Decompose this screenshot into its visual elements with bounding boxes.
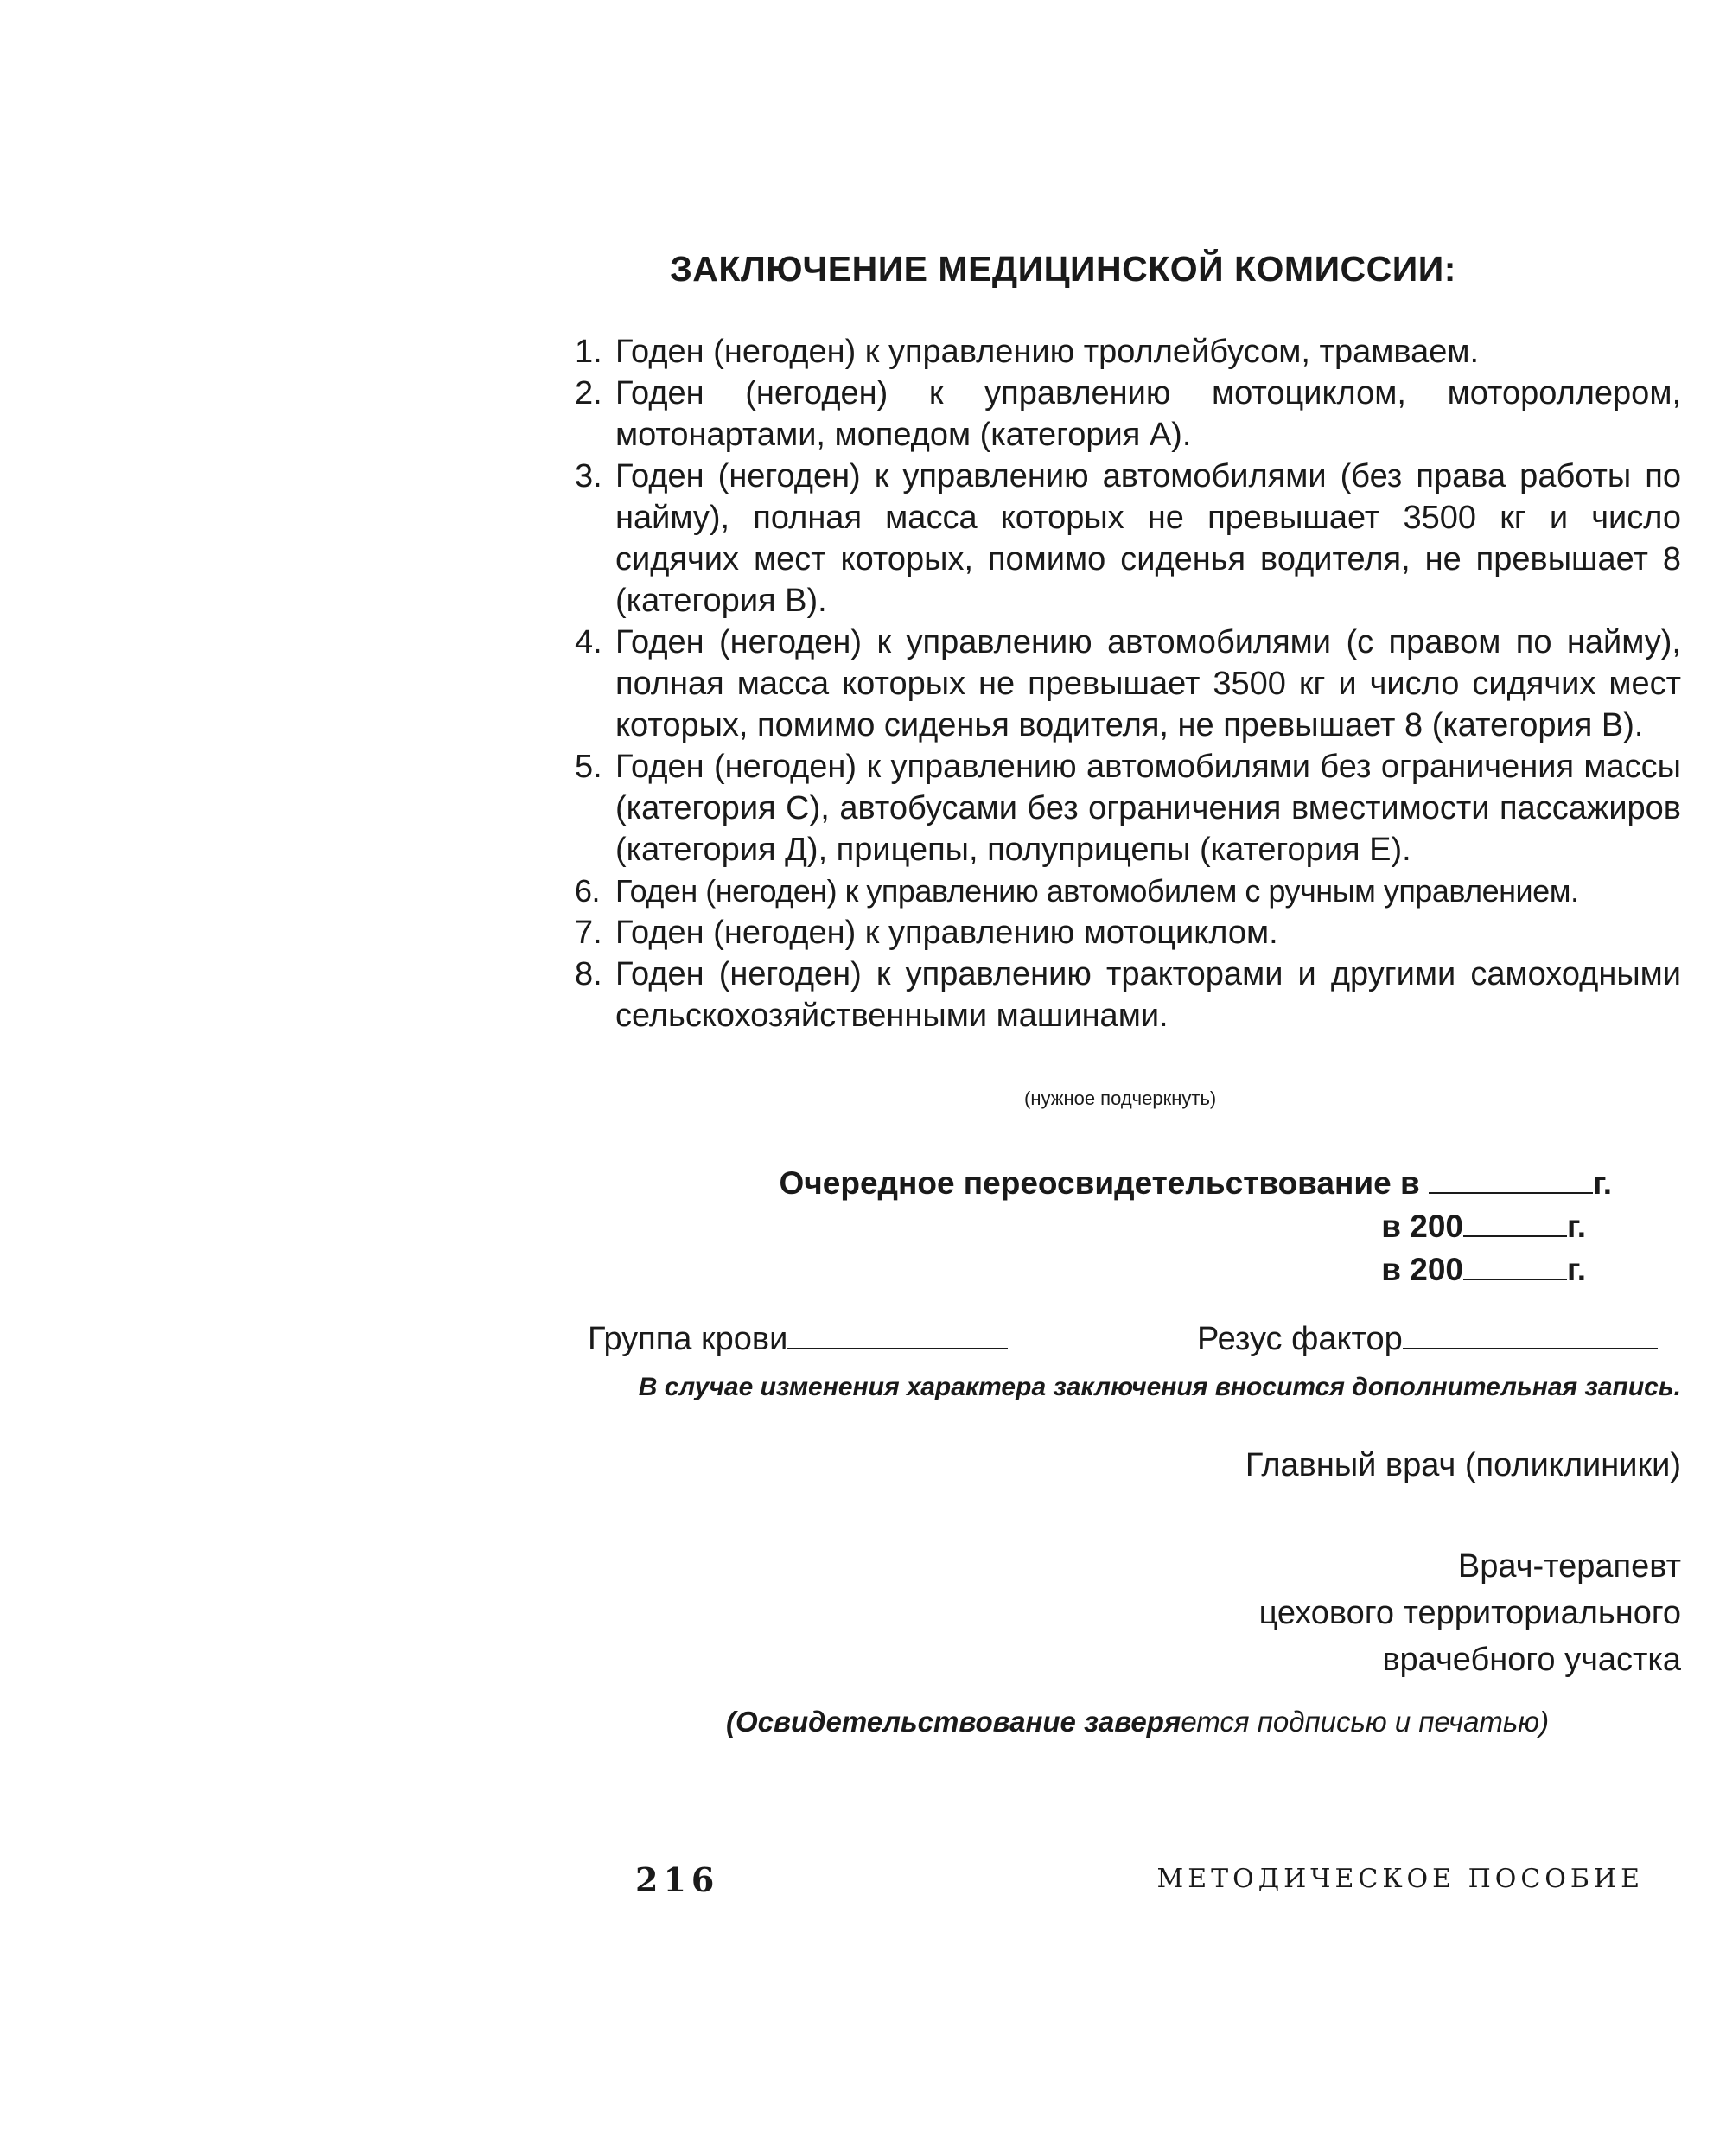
rh-factor xyxy=(1197,1321,1658,1358)
item-number: 7. xyxy=(575,915,602,951)
item-number: 8. xyxy=(575,956,602,992)
certify-rest: ется подписью и печатью) xyxy=(1181,1706,1550,1738)
signers-block xyxy=(951,1444,1681,1683)
year-prefix: в 200 xyxy=(1381,1209,1463,1244)
recert-label: Очередное переосвидетельствование в xyxy=(779,1165,1420,1201)
recert-year-field[interactable] xyxy=(1463,1209,1567,1237)
item-text: Годен (негоден) к управлению мотоциклом, мотороллером, мотонартами, мопедом (категория А). xyxy=(615,375,1681,453)
change-note: В случае изменения характера заключения вносится дополнительная запись. xyxy=(638,1373,1681,1401)
year-suffix: г. xyxy=(1593,1165,1612,1201)
year-prefix: в 200 xyxy=(1381,1252,1463,1287)
blood-group-label: Группа крови xyxy=(588,1321,788,1357)
certify-bold: (Освидетельствование заверя xyxy=(726,1706,1181,1738)
therapist-line: цехового территориального xyxy=(1258,1595,1681,1631)
list-item xyxy=(575,622,1681,746)
underline-note: (нужное подчеркнуть) xyxy=(1024,1088,1217,1109)
item-number: 2. xyxy=(575,375,602,411)
list-item xyxy=(575,746,1681,871)
item-text: Годен (негоден) к управлению автомобилем с ручным управлением. xyxy=(615,873,1579,909)
blood-group xyxy=(588,1321,1008,1358)
item-text: Годен (негоден) к управлению автомобилями без ограничения массы (категория С), автобусами без ограничения вместимости пассажиров (категория Д), прицепы, полуприцепы (категория Е). xyxy=(615,749,1681,868)
recert-row xyxy=(670,1165,1612,1209)
item-text: Годен (негоден) к управлению автомобилями (с правом по найму), полная масса которых не превышает 3500 кг и число сидячих мест которых, помимо сиденья водителя, не превышает 8 (категория В). xyxy=(615,624,1681,743)
running-title: МЕТОДИЧЕСКОЕ ПОСОБИЕ xyxy=(1156,1864,1644,1894)
page-number: 216 xyxy=(635,1860,720,1899)
item-number: 1. xyxy=(575,334,602,370)
list-item xyxy=(575,373,1681,456)
year-suffix: г. xyxy=(1567,1252,1586,1287)
list-item xyxy=(575,954,1681,1037)
item-number: 3. xyxy=(575,458,602,494)
recert-date-field[interactable] xyxy=(1429,1166,1593,1194)
therapist-line: Врач-терапевт xyxy=(1457,1548,1681,1585)
recert-year-field[interactable] xyxy=(1463,1253,1567,1280)
therapist-line: врачебного участка xyxy=(1382,1642,1681,1678)
item-number: 6. xyxy=(575,873,601,909)
year-suffix: г. xyxy=(1567,1209,1586,1244)
item-text: Годен (негоден) к управлению мотоциклом. xyxy=(615,915,1278,951)
item-text: Годен (негоден) к управлению тракторами и другими самоходными сельскохозяйственными машинами. xyxy=(615,956,1681,1034)
certification-note xyxy=(726,1706,1549,1738)
rh-factor-field[interactable] xyxy=(1403,1322,1658,1349)
therapist-block xyxy=(951,1543,1681,1683)
recert-row xyxy=(670,1209,1612,1252)
conditions-list xyxy=(575,331,1681,1037)
recert-row xyxy=(670,1252,1612,1295)
recertification-block xyxy=(670,1165,1612,1295)
page-title: ЗАКЛЮЧЕНИЕ МЕДИЦИНСКОЙ КОМИССИИ: xyxy=(670,249,1456,289)
item-number: 4. xyxy=(575,624,602,660)
list-item xyxy=(575,912,1681,954)
list-item xyxy=(575,456,1681,622)
item-text: Годен (негоден) к управлению троллейбусом, трамваем. xyxy=(615,334,1480,370)
list-item xyxy=(575,331,1681,373)
list-item xyxy=(575,871,1681,912)
blood-group-field[interactable] xyxy=(787,1322,1008,1349)
item-number: 5. xyxy=(575,749,602,785)
chief-doctor: Главный врач (поликлиники) xyxy=(1245,1447,1681,1483)
rh-factor-label: Резус фактор xyxy=(1197,1321,1403,1357)
item-text: Годен (негоден) к управлению автомобилями (без права работы по найму), полная масса которых не превышает 3500 кг и число сидячих мест которых, помимо сиденья водителя, не превышает 8 (категория В). xyxy=(615,458,1681,619)
